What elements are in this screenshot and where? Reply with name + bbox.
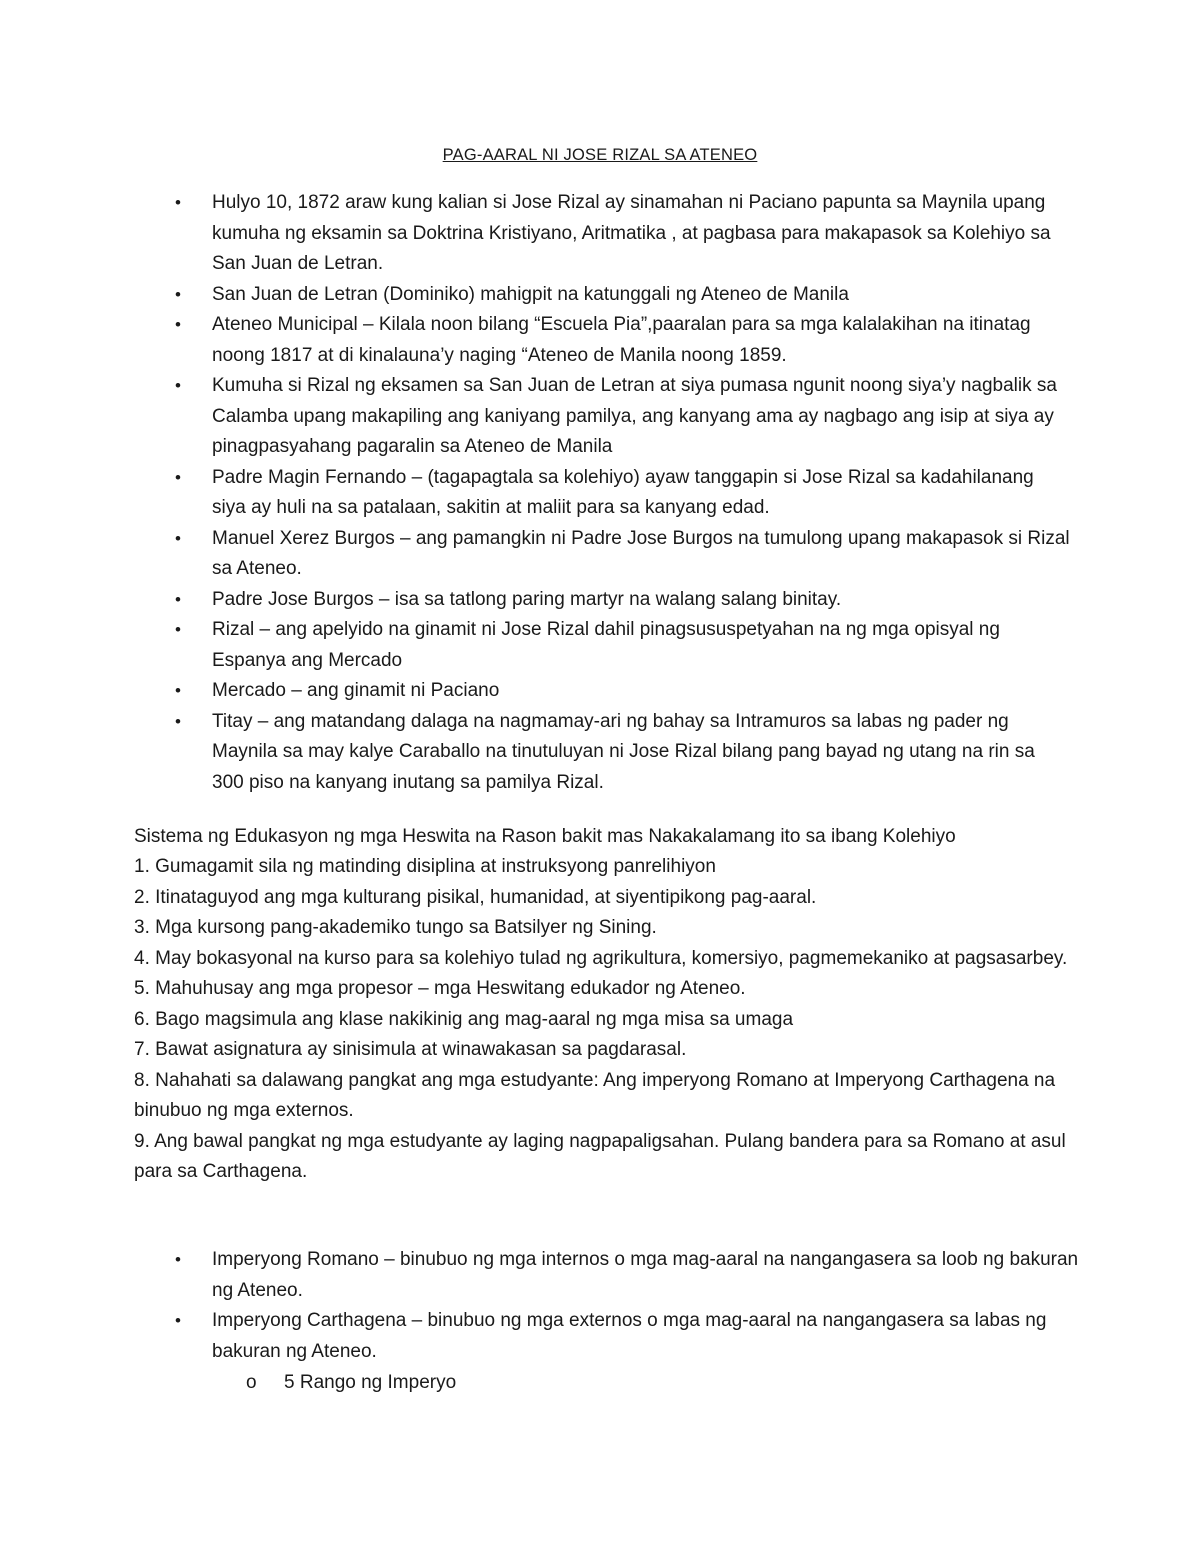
list-item: 5. Mahuhusay ang mga propesor – mga Heswitang edukador ng Ateneo. bbox=[134, 978, 746, 999]
list-item: 4. May bokasyonal na kurso para sa kolehiyo tulad ng agrikultura, komersiyo, pagmemekaniko at pagsasarbey. bbox=[134, 947, 1068, 969]
sub-list-item bbox=[246, 1368, 456, 1399]
list-item: 1. Gumagamit sila ng matinding disiplina at instruksyong panrelihiyon bbox=[134, 856, 716, 877]
bullet-icon: • bbox=[175, 315, 181, 334]
list-item: • Mercado – ang ginamit ni Paciano bbox=[0, 676, 1200, 707]
page-title: PAG-AARAL NI JOSE RIZAL SA ATENEO bbox=[442, 146, 758, 164]
bullet-list bbox=[0, 188, 1200, 798]
numbered-list bbox=[134, 852, 1074, 1188]
bullet-list-2 bbox=[0, 1245, 1200, 1367]
bullet-icon: • bbox=[175, 284, 181, 304]
list-item: 8. Nahahati sa dalawang pangkat ang mga estudyante: Ang imperyong Romano at Imperyong Carthagena na binubuo ng mga externos. bbox=[134, 1069, 1056, 1121]
bullet-icon: • bbox=[175, 467, 181, 487]
list-item: • Rizal – ang apelyido na ginamit ni Jose Rizal dahil pinagsususpetyahan na ng mga opisyal ng Espanya ang Mercado bbox=[0, 615, 1200, 676]
bullet-icon: • bbox=[175, 528, 181, 548]
list-item: 6. Bago magsimula ang klase nakikinig ang mag-aaral ng mga misa sa umaga bbox=[134, 1008, 794, 1030]
list-item: • Titay – ang matandang dalaga na nagmamay-ari ng bahay sa Intramuros sa labas ng pader ng Maynila sa may kalye Caraballo na tinutuluyan ni Jose Rizal bilang pang bayad ng utang na rin sa 300 piso na kanyang inutang sa pamilya Rizal. bbox=[0, 707, 1200, 799]
list-item: 2. Itinataguyod ang mga kulturang pisikal, humanidad, at siyentipikong pag-aaral. bbox=[134, 886, 817, 908]
list-item: • Imperyong Carthagena – binubuo ng mga externos o mga mag-aaral na nangangasera sa labas ng bakuran ng Ateneo. bbox=[0, 1306, 1200, 1367]
list-item: • Hulyo 10, 1872 araw kung kalian si Jose Rizal ay sinamahan ni Paciano papunta sa Maynila upang kumuha ng eksamin sa Doktrina Kristiyano, Aritmatika , at pagbasa para makapasok sa Kolehiyo sa San Juan de Letran. bbox=[0, 188, 1200, 280]
section-heading: Sistema ng Edukasyon ng mga Heswita na Rason bakit mas Nakakalamang ito sa ibang Kolehiyo bbox=[134, 826, 956, 847]
list-item: 3. Mga kursong pang-akademiko tungo sa Batsilyer ng Sining. bbox=[134, 917, 657, 938]
list-item: 7. Bawat asignatura ay sinisimula at winawakasan sa pagdarasal. bbox=[134, 1039, 687, 1060]
list-item: • Manuel Xerez Burgos – ang pamangkin ni Padre Jose Burgos na tumulong upang makapasok si Rizal sa Ateneo. bbox=[0, 524, 1200, 585]
list-item: • Padre Magin Fernando – (tagapagtala sa kolehiyo) ayaw tanggapin si Jose Rizal sa kadahilanang siya ay huli na sa patalaan, sakitin at maliit para sa kanyang edad. bbox=[0, 463, 1200, 524]
list-item: • Imperyong Romano – binubuo ng mga internos o mga mag-aaral na nangangasera sa loob ng bakuran ng Ateneo. bbox=[0, 1245, 1200, 1306]
list-item: • San Juan de Letran (Dominiko) mahigpit na katunggali ng Ateneo de Manila bbox=[0, 280, 1200, 311]
sub-item-label: 5 Rango ng Imperyo bbox=[284, 1372, 457, 1393]
bullet-icon: • bbox=[175, 711, 181, 731]
bullet-icon: • bbox=[175, 681, 181, 700]
list-item: • Padre Jose Burgos – isa sa tatlong paring martyr na walang salang binitay. bbox=[0, 585, 1200, 616]
list-item: • Ateneo Municipal – Kilala noon bilang “Escuela Pia”,paaralan para sa mga kalalakihan na itinatag noong 1817 at di kinalauna’y naging “Ateneo de Manila noong 1859. bbox=[0, 310, 1200, 371]
bullet-icon: • bbox=[175, 1311, 181, 1330]
bullet-icon: • bbox=[175, 193, 181, 212]
circle-bullet-icon: o bbox=[246, 1372, 257, 1393]
bullet-icon: • bbox=[175, 376, 181, 395]
list-item: 9. Ang bawal pangkat ng mga estudyante ay laging nagpapaligsahan. Pulang bandera para sa Romano at asul para sa Carthagena. bbox=[134, 1130, 1066, 1182]
bullet-icon: • bbox=[175, 1250, 181, 1269]
list-item: • Kumuha si Rizal ng eksamen sa San Juan de Letran at siya pumasa ngunit noong siya’y nagbalik sa Calamba upang makapiling ang kaniyang pamilya, ang kanyang ama ay nagbago ang isip at siya ay pinagpasyahang pagaralin sa Ateneo de Manila bbox=[0, 371, 1200, 463]
bullet-icon: • bbox=[175, 620, 181, 639]
bullet-icon: • bbox=[175, 589, 181, 609]
